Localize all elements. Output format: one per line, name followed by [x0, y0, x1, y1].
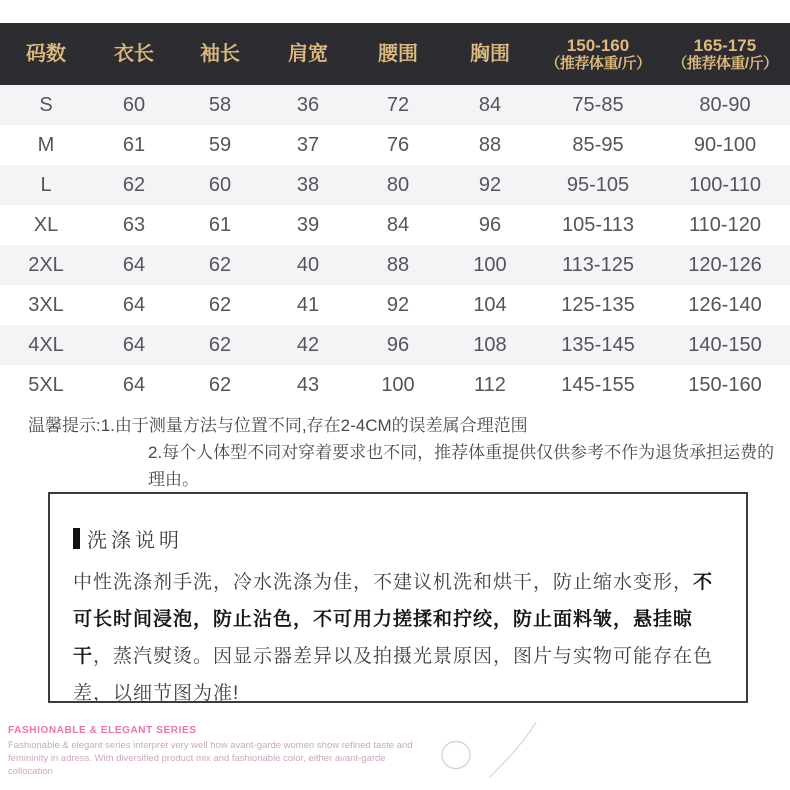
table-cell: 126-140 [688, 293, 762, 316]
table-cell: 100 [473, 253, 507, 276]
table-cell: 43 [296, 373, 320, 396]
table-cell: 76 [386, 133, 410, 156]
table-cell: 39 [296, 213, 320, 236]
table-cell: 40 [296, 253, 320, 276]
table-cell: 62 [208, 253, 232, 276]
table-cell: 75-85 [572, 93, 624, 116]
table-cell: 64 [122, 333, 146, 356]
table-cell: 135-145 [561, 333, 635, 356]
series-title: FASHIONABLE & ELEGANT SERIES [8, 725, 197, 736]
table-cell: 4XL [28, 333, 64, 356]
wash-instructions-paragraph [73, 564, 722, 712]
note-line-2: 2.每个人体型不同对穿着要求也不同，推荐体重提供仅供参考不作为退货承担运费的理由。 [148, 443, 775, 489]
table-cell: 145-155 [561, 373, 635, 396]
table-cell: 59 [208, 133, 232, 156]
series-description [8, 739, 428, 778]
circle-outline-icon [440, 740, 471, 771]
column-header: 胸围 [470, 42, 510, 65]
table-cell: 42 [296, 333, 320, 356]
table-cell: 61 [122, 133, 146, 156]
table-row [0, 365, 790, 405]
table-cell: M [37, 133, 55, 156]
heading-marker-bar-icon [73, 528, 80, 549]
table-cell: 104 [473, 293, 507, 316]
table-row [0, 165, 790, 205]
table-cell: 92 [386, 293, 410, 316]
decorative-curves [430, 715, 550, 790]
table-cell: 84 [478, 93, 502, 116]
table-cell: 80 [386, 173, 410, 196]
wash-instructions-box [48, 492, 748, 703]
table-cell: 62 [208, 373, 232, 396]
table-cell: 38 [296, 173, 320, 196]
table-cell: 2XL [28, 253, 64, 276]
table-cell: 64 [122, 293, 146, 316]
series-description-line-2: femininity in adress. With diversified product mix and fashionable color, either avant-garde collocation [8, 753, 386, 777]
column-header: 165-175 （推荐体重/斤） [672, 35, 778, 73]
table-cell: 108 [473, 333, 507, 356]
note-line-1: 温馨提示:1.由于测量方法与位置不同,存在2-4CM的误差属合理范围 [28, 416, 528, 435]
table-cell: 61 [208, 213, 232, 236]
table-cell: 88 [386, 253, 410, 276]
table-body [0, 85, 790, 405]
table-cell: 90-100 [693, 133, 757, 156]
table-cell: 100 [381, 373, 415, 396]
table-header-row [0, 23, 790, 85]
table-cell: 105-113 [562, 213, 634, 236]
table-row [0, 325, 790, 365]
table-cell: 62 [208, 293, 232, 316]
table-cell: 96 [386, 333, 410, 356]
wash-text-segment: 中性洗涤剂手洗，冷水洗涤为佳，不建议机洗和烘干，防止缩水变形， [73, 572, 694, 593]
table-cell: 3XL [28, 293, 64, 316]
table-cell: 80-90 [699, 93, 751, 116]
column-header: 腰围 [378, 42, 418, 65]
wash-text-segment: ，蒸汽熨烫。因显示器差异以及拍摄光景原因，图片与实物可能存在色差，以细节图为准! [73, 646, 714, 704]
table-cell: 60 [208, 173, 232, 196]
table-row [0, 85, 790, 125]
table-cell: 72 [386, 93, 410, 116]
series-description-line-1: Fashionable & elegant series interpret very well how avant-garde women show refined taste and [8, 740, 413, 751]
table-cell: 92 [478, 173, 502, 196]
table-cell: 64 [122, 373, 146, 396]
table-cell: 62 [122, 173, 146, 196]
table-cell: 112 [474, 373, 506, 396]
size-chart-table [0, 23, 790, 405]
notes-block [28, 412, 776, 493]
diagonal-stroke-icon [490, 722, 536, 777]
table-cell: 100-110 [689, 173, 761, 196]
table-cell: 36 [296, 93, 320, 116]
table-row [0, 285, 790, 325]
column-header: 袖长 [200, 42, 240, 65]
column-header: 肩宽 [288, 42, 328, 65]
table-cell: 95-105 [566, 173, 630, 196]
column-header: 衣长 [114, 42, 154, 65]
table-row [0, 205, 790, 245]
table-cell: 113-125 [562, 253, 634, 276]
table-cell: 140-150 [688, 333, 762, 356]
table-cell: 110-120 [689, 213, 761, 236]
wash-instructions-heading [73, 524, 722, 553]
table-cell: XL [33, 213, 59, 236]
table-cell: 64 [122, 253, 146, 276]
table-cell: 150-160 [688, 373, 762, 396]
table-row [0, 125, 790, 165]
wash-instructions-title: 洗涤说明 [87, 530, 183, 552]
table-row [0, 245, 790, 285]
table-cell: 58 [208, 93, 232, 116]
table-cell: 5XL [28, 373, 64, 396]
table-cell: S [39, 93, 53, 116]
table-cell: L [40, 173, 52, 196]
column-header: 150-160 （推荐体重/斤） [545, 35, 651, 73]
table-cell: 84 [386, 213, 410, 236]
table-cell: 62 [208, 333, 232, 356]
table-cell: 37 [296, 133, 320, 156]
table-cell: 85-95 [572, 133, 624, 156]
table-cell: 41 [296, 293, 320, 316]
table-cell: 125-135 [561, 293, 635, 316]
table-cell: 60 [122, 93, 146, 116]
wash-text-bold-segment: 不可长时间浸泡，防止沾色，不可用力搓揉和拧绞，防止面料皱，悬挂晾干 [73, 572, 714, 667]
table-cell: 96 [478, 213, 502, 236]
table-cell: 88 [478, 133, 502, 156]
table-cell: 63 [122, 213, 146, 236]
column-header: 码数 [26, 42, 66, 65]
table-cell: 120-126 [688, 253, 762, 276]
